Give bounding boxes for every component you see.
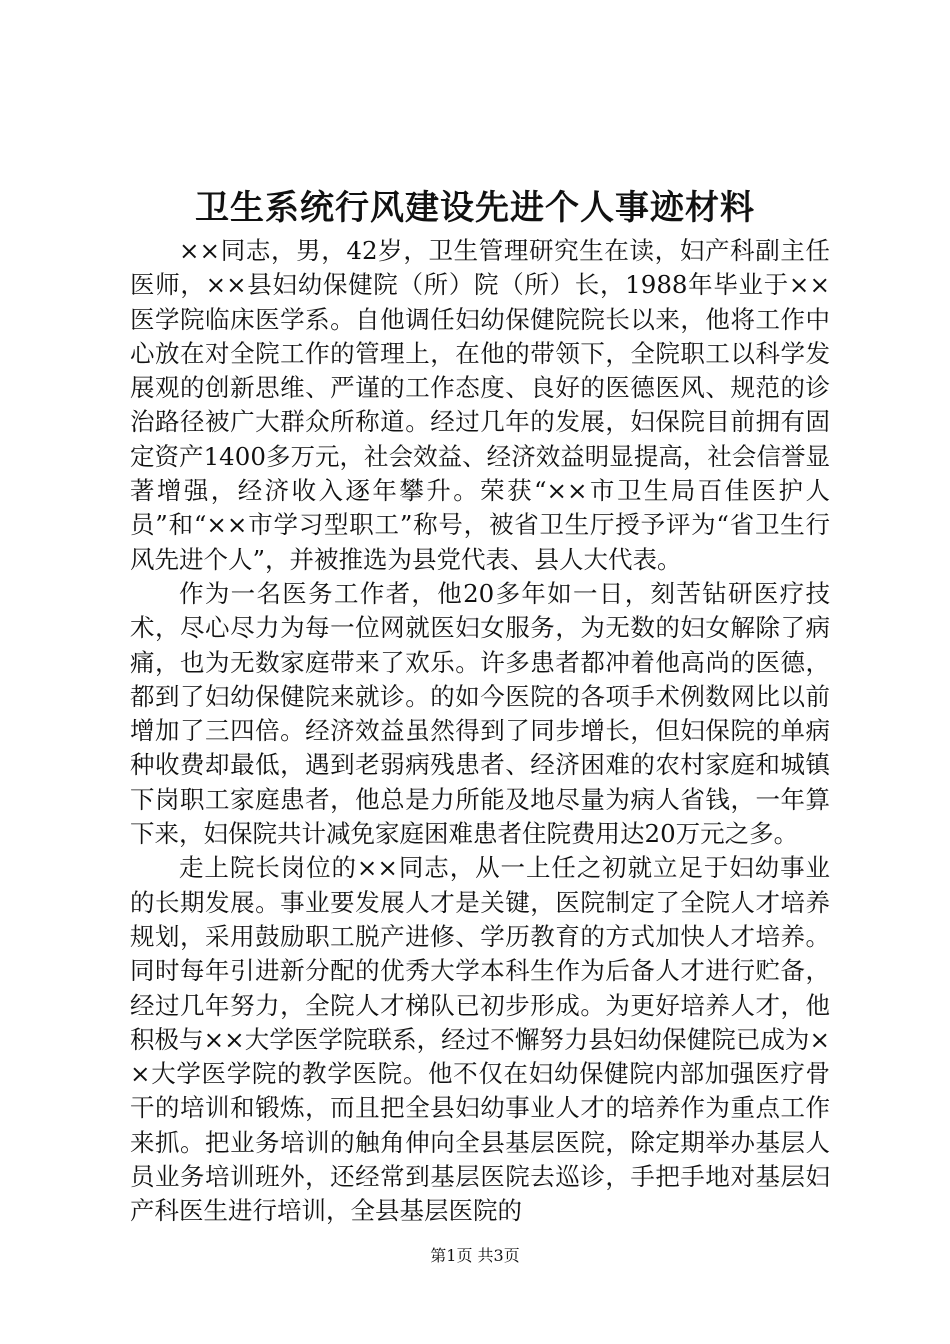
paragraph-3: 走上院长岗位的××同志，从一上任之初就立足于妇幼事业的长期发展。事业要发展人才是关键，医院制定了全院人才培养规划，采用鼓励职工脱产进修、学历教育的方式加快人才培养。同时每年引进新分配的优秀大学本科生作为后备人才进行贮备，经过几年努力，全院人才梯队已初步形成。为更好培养人才，他积极与××大学医学院联系，经过不懈努力县妇幼保健院已成为××大学医学院的教学医院。他不仅在妇幼保健院内部加强医疗骨干的培训和锻炼，而且把全县妇幼事业人才的培养作为重点工作来抓。把业务培训的触角伸向全县基层医院，除定期举办基层人员业务培训班外，还经常到基层医院去巡诊，手把手地对基层妇产科医生进行培训，全县基层医院的 bbox=[130, 853, 830, 1226]
paragraph-1: ××同志，男，42岁，卫生管理研究生在读，妇产科副主任医师，××县妇幼保健院（所）院（所）长，1988年毕业于××医学院临床医学系。自他调任妇幼保健院院长以来，他将工作中心放在对全院工作的管理上，在他的带领下，全院职工以科学发展观的创新思维、严谨的工作态度、良好的医德医风、规范的诊治路径被广大群众所称道。经过几年的发展，妇保院目前拥有固定资产1400多万元，社会效益、经济效益明显提高，社会信誉显著增强，经济收入逐年攀升。荣获“××市卫生局百佳医护人员”和“××市学习型职工”称号，被省卫生厅授予评为“省卫生行风先进个人”，并被推选为县党代表、县人大代表。 bbox=[130, 236, 830, 574]
paragraph-2: 作为一名医务工作者，他20多年如一日，刻苦钻研医疗技术，尽心尽力为每一位网就医妇女服务，为无数的妇女解除了病痛，也为无数家庭带来了欢乐。许多患者都冲着他高尚的医德，都到了妇幼保健院来就诊。的如今医院的各项手术例数网比以前增加了三四倍。经济效益虽然得到了同步增长，但妇保院的单病种收费却最低，遇到老弱病残患者、经济困难的农村家庭和城镇下岗职工家庭患者，他总是力所能及地尽量为病人省钱，一年算下来，妇保院共计减免家庭困难患者住院费用达20万元之多。 bbox=[130, 578, 830, 849]
document-body bbox=[130, 234, 830, 1229]
document-title: 卫生系统行风建设先进个人事迹材料 bbox=[195, 188, 755, 228]
page-footer: 第1页 共3页 bbox=[430, 1246, 520, 1265]
